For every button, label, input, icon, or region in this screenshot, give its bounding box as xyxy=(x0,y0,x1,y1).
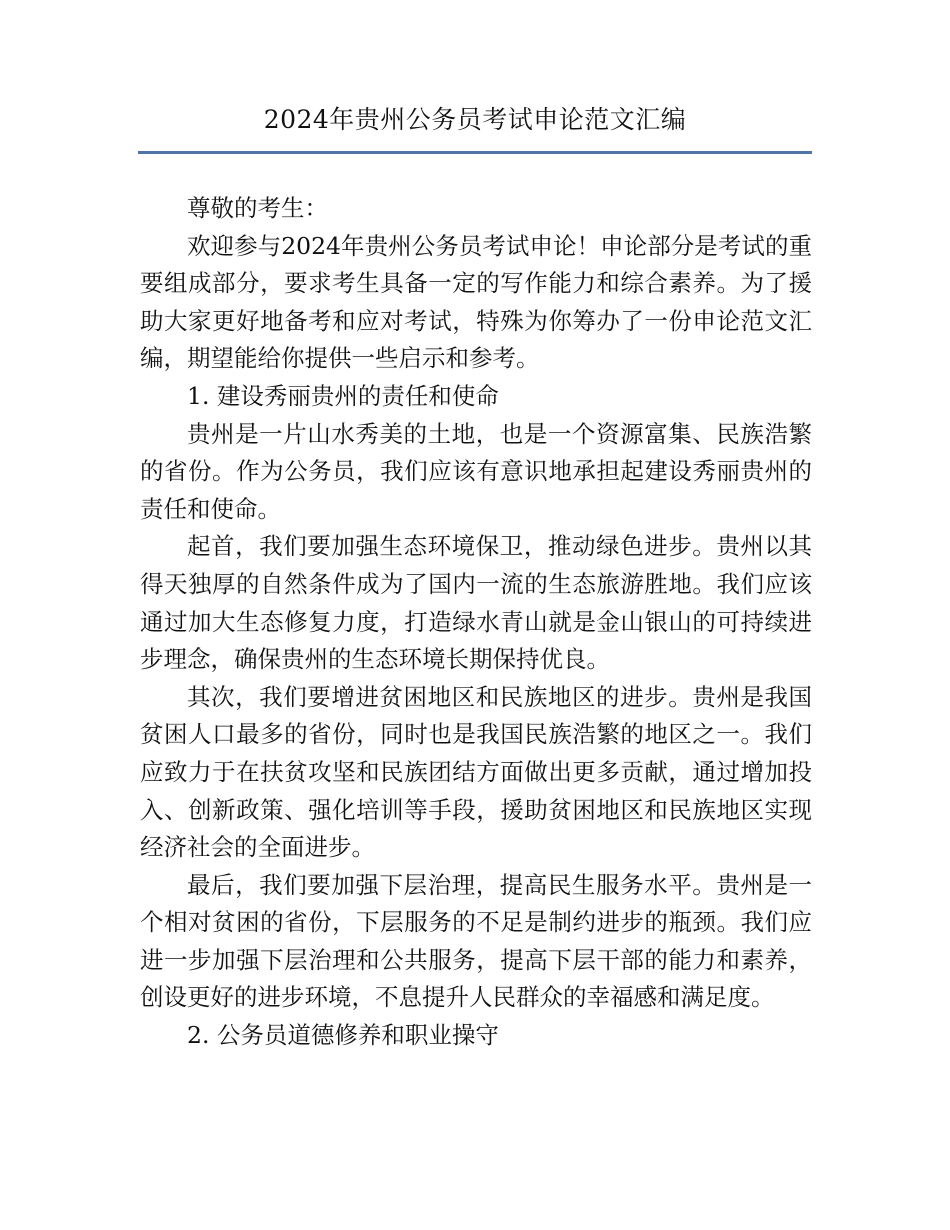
header-divider xyxy=(138,151,812,154)
body-paragraph: 贵州是一片山水秀美的土地，也是一个资源富集、民族浩繁的省份。作为公务员，我们应该有意识地承担起建设秀丽贵州的责任和使命。 xyxy=(140,419,812,523)
section-heading-2: 2. 公务员道德修养和职业操守 xyxy=(187,1021,499,1050)
intro-paragraph: 欢迎参与2024年贵州公务员考试申论！申论部分是考试的重要组成部分，要求考生具备一定的写作能力和综合素养。为了援助大家更好地备考和应对考试，特殊为你筹办了一份申论范文汇编，期望能给你提供一些启示和参考。 xyxy=(140,231,812,373)
body-paragraph: 其次，我们要增进贫困地区和民族地区的进步。贵州是我国贫困人口最多的省份，同时也是我国民族浩繁的地区之一。我们应致力于在扶贫攻坚和民族团结方面做出更多贡献，通过增加投入、创新政策、强化培训等手段，援助贫困地区和民族地区实现经济社会的全面进步。 xyxy=(140,682,812,862)
body-paragraph: 起首，我们要加强生态环境保卫，推动绿色进步。贵州以其得天独厚的自然条件成为了国内一流的生态旅游胜地。我们应该通过加大生态修复力度，打造绿水青山就是金山银山的可持续进步理念，确保贵州的生态环境长期保持优良。 xyxy=(140,532,812,674)
document-header-title: 2024年贵州公务员考试申论范文汇编 xyxy=(263,105,687,134)
body-paragraph: 最后，我们要加强下层治理，提高民生服务水平。贵州是一个相对贫困的省份，下层服务的不足是制约进步的瓶颈。我们应进一步加强下层治理和公共服务，提高下层干部的能力和素养，创设更好的进步环境，不息提升人民群众的幸福感和满足度。 xyxy=(140,870,812,1012)
salutation: 尊敬的考生： xyxy=(187,194,328,222)
section-heading-1: 1. 建设秀丽贵州的责任和使命 xyxy=(187,381,499,410)
document-body xyxy=(140,190,812,1055)
